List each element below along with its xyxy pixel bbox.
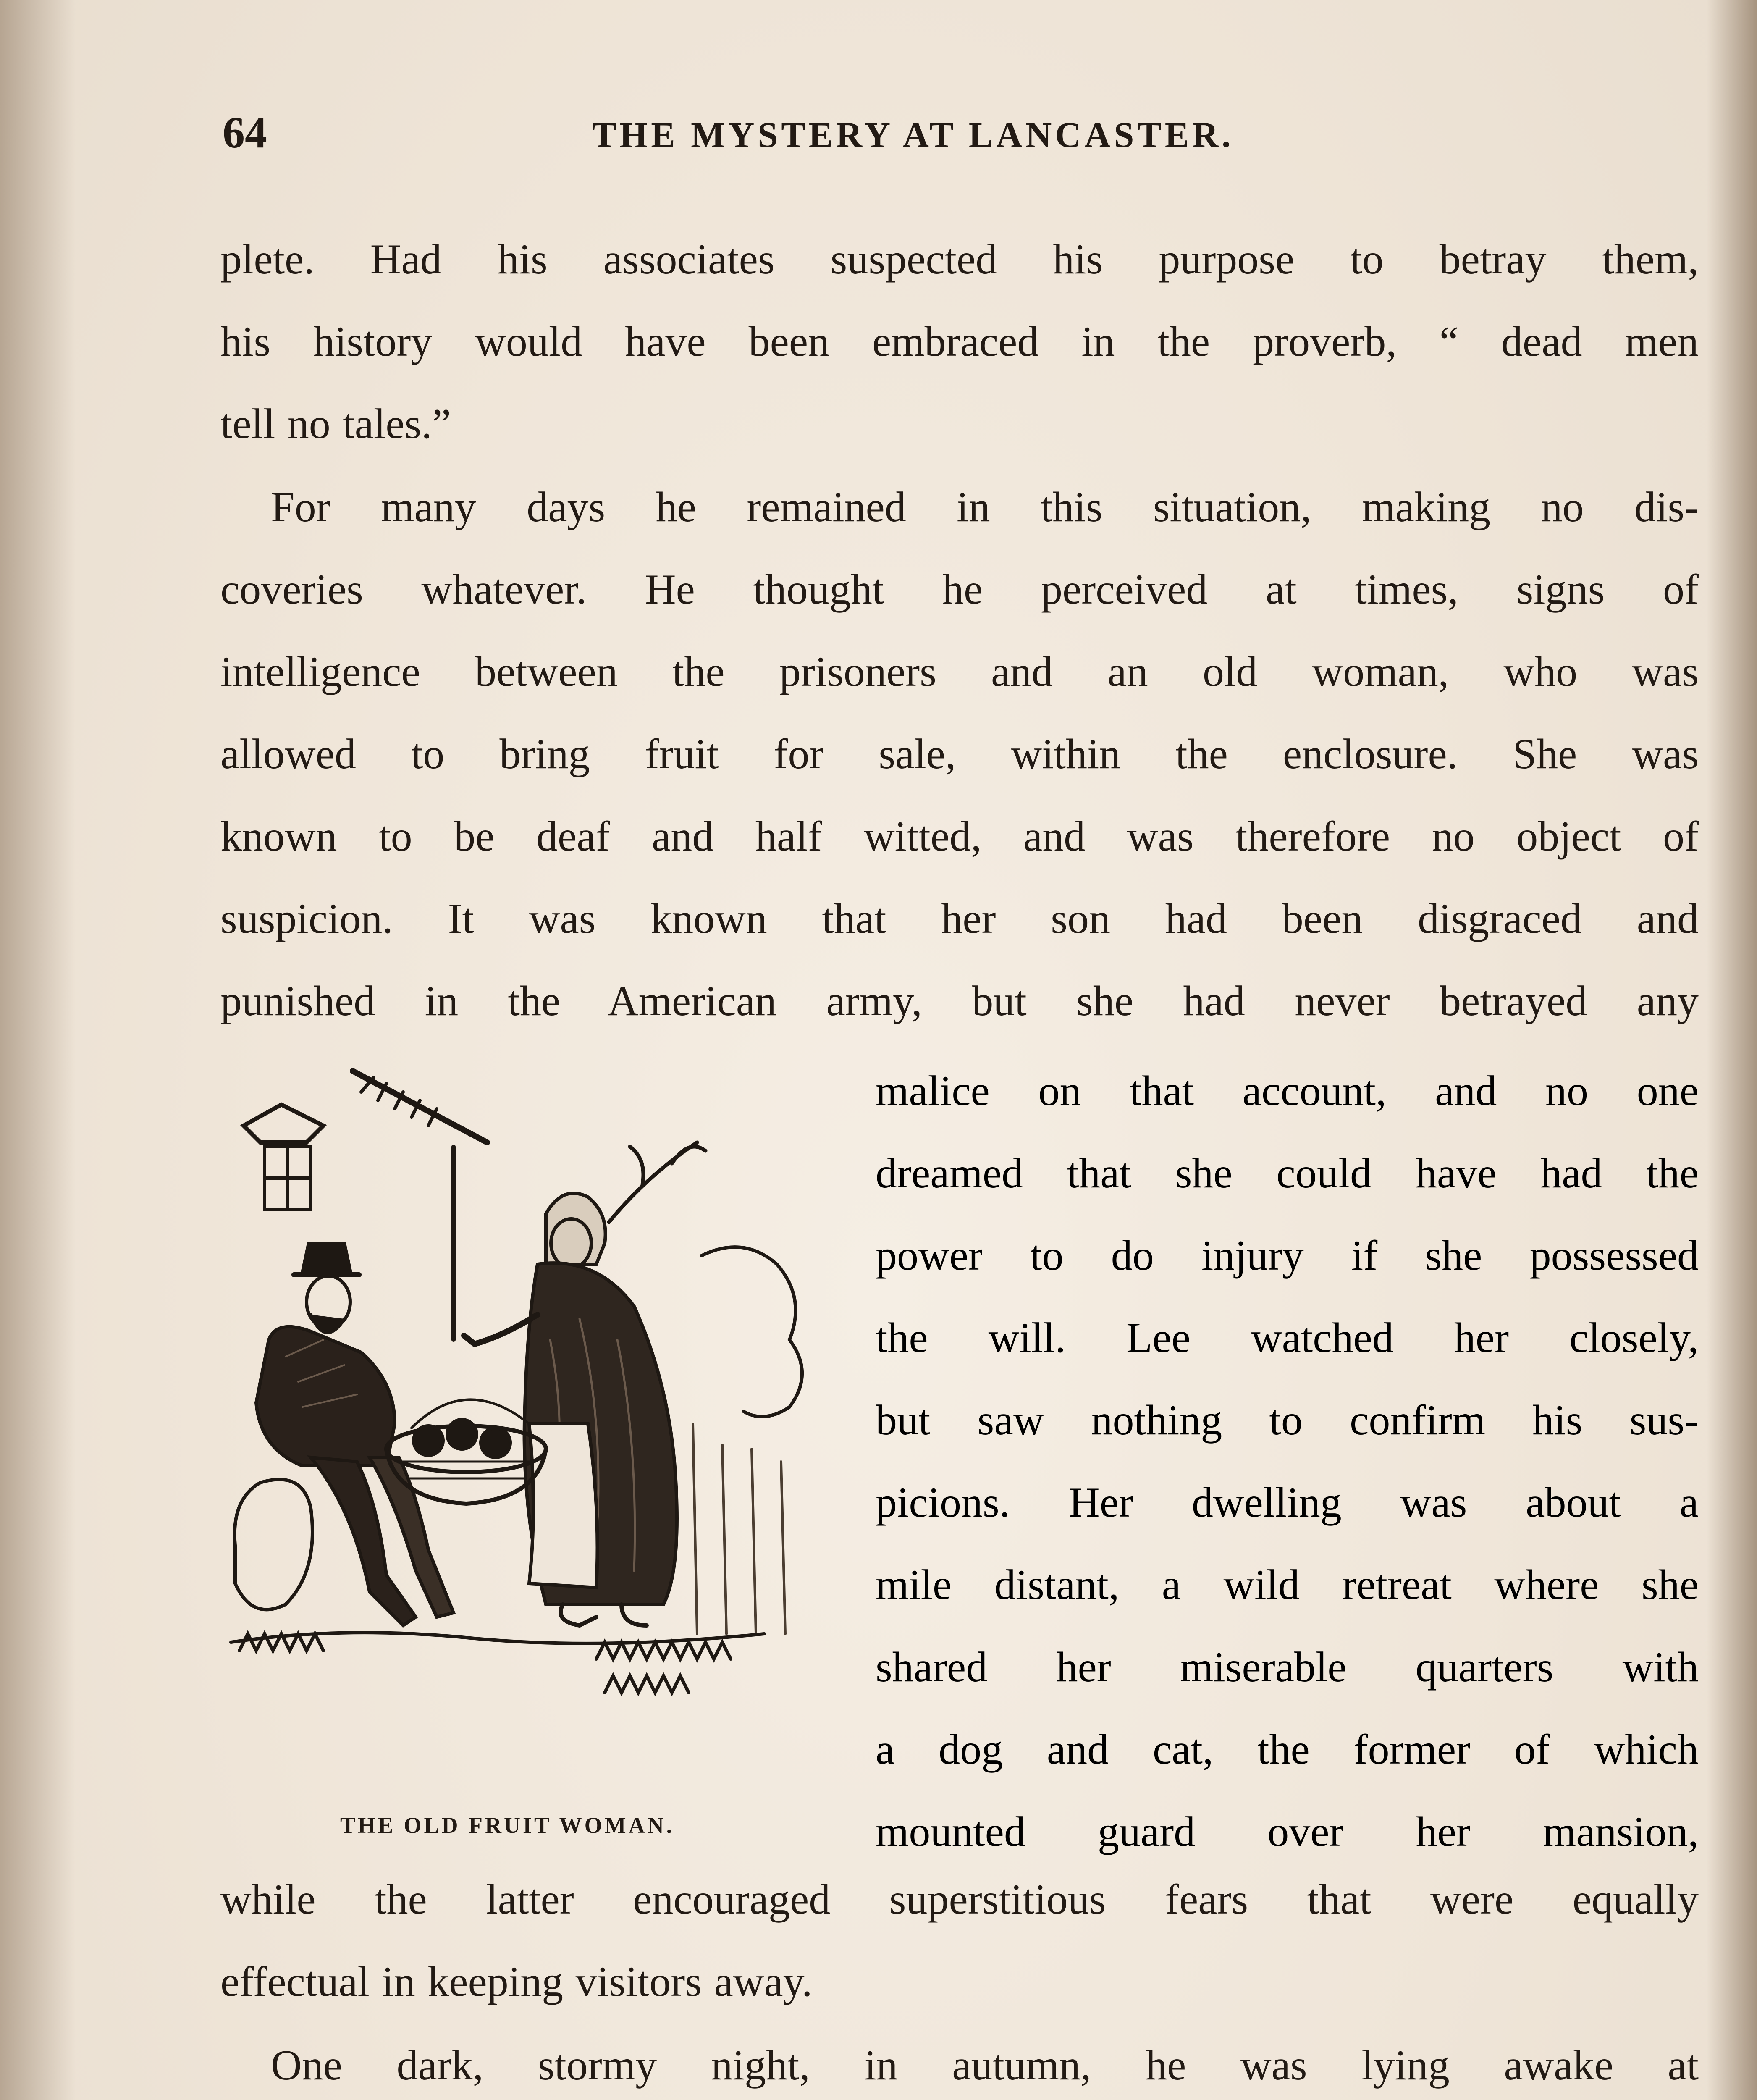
engraving-image	[218, 1046, 857, 1785]
illustration-caption: THE OLD FRUIT WOMAN.	[340, 1813, 675, 1838]
paragraph-2-wrapped	[876, 1050, 1699, 1873]
running-head: THE MYSTERY AT LANCASTER.	[592, 115, 1234, 155]
paragraph-2-tail	[220, 1858, 1699, 2023]
text-line: known to be deaf and half witted, and was therefore no object of	[220, 813, 1699, 860]
text-line: mounted guard over her mansion,	[876, 1808, 1699, 1856]
text-line: tell no tales.”	[220, 400, 451, 448]
text-line: picions. Her dwelling was about a	[876, 1479, 1699, 1526]
text-line: mile distant, a wild retreat where she	[876, 1561, 1699, 1609]
text-line: effectual in keeping visitors away.	[220, 1958, 813, 2006]
text-line: but saw nothing to confirm his sus-	[876, 1396, 1699, 1444]
page-header	[223, 107, 1701, 170]
text-line: One dark, stormy night, in autumn, he was lying awake at	[271, 2042, 1699, 2089]
text-line: coveries whatever. He thought he perceived at times, signs of	[220, 566, 1699, 613]
text-line: shared her miserable quarters with	[876, 1643, 1699, 1691]
fruit-woman-illustration	[218, 1046, 857, 1785]
page-number: 64	[223, 108, 267, 157]
text-line: a dog and cat, the former of which	[876, 1726, 1699, 1773]
paragraph-1	[220, 218, 1699, 465]
text-line: malice on that account, and no one	[876, 1067, 1699, 1115]
text-line: allowed to bring fruit for sale, within the enclosure. She was	[220, 730, 1699, 778]
text-line: plete. Had his associates suspected his purpose to betray them,	[220, 236, 1699, 283]
text-line: while the latter encouraged superstitious fears that were equally	[220, 1876, 1699, 1923]
text-line: his history would have been embraced in the proverb, “ dead men	[220, 318, 1699, 365]
text-line: dreamed that she could have had the	[876, 1150, 1699, 1197]
paragraph-3	[220, 2024, 1699, 2100]
text-line: power to do injury if she possessed	[876, 1232, 1699, 1279]
text-line: suspicion. It was known that her son had been disgraced and	[220, 895, 1699, 942]
text-line: punished in the American army, but she had never betrayed any	[220, 977, 1699, 1025]
text-line: the will. Lee watched her closely,	[876, 1314, 1699, 1362]
text-line: For many days he remained in this situation, making no dis-	[271, 483, 1699, 531]
paragraph-2	[220, 466, 1699, 1042]
text-line: intelligence between the prisoners and an old woman, who was	[220, 648, 1699, 696]
